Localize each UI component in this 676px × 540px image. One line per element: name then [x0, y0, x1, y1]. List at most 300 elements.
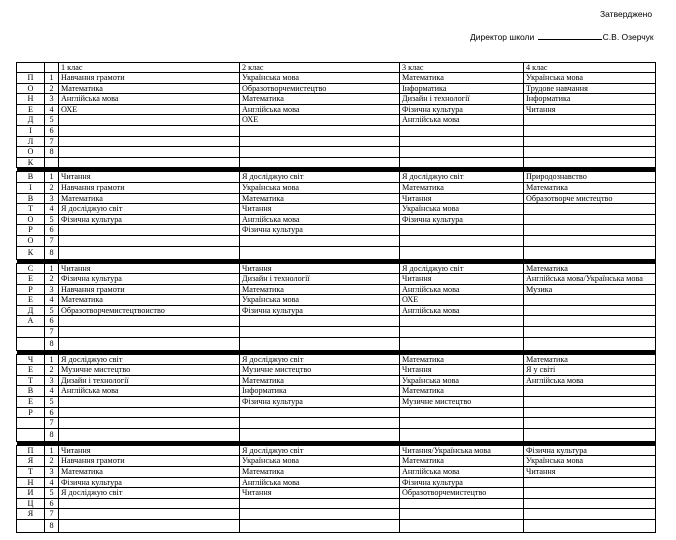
lesson-cell: Дизайн і технології	[240, 274, 400, 285]
lesson-cell: Читання	[59, 445, 240, 456]
lesson-cell	[524, 157, 656, 168]
lesson-row	[17, 445, 656, 456]
lesson-cell: Інформатика	[524, 94, 656, 105]
lesson-cell: Читання	[400, 365, 524, 376]
day-letter: Е	[17, 274, 45, 285]
lesson-cell: Математика	[524, 182, 656, 193]
lesson-cell	[524, 477, 656, 488]
lesson-row	[17, 365, 656, 376]
lesson-cell	[240, 428, 400, 441]
day-letter: Ч	[17, 354, 45, 365]
lesson-cell	[400, 316, 524, 327]
lesson-cell	[400, 428, 524, 441]
lesson-cell: Образотворчемистецтво	[400, 488, 524, 499]
day-letter: Т	[17, 467, 45, 478]
column-header: 3 клас	[400, 63, 524, 73]
lesson-cell: Навчання грамоти	[59, 284, 240, 295]
director-signature-line	[470, 31, 654, 42]
lesson-cell	[400, 136, 524, 147]
lesson-cell: Фізична культура	[240, 225, 400, 236]
lesson-cell	[59, 327, 240, 338]
lesson-cell: Я досліджую світ	[59, 488, 240, 499]
lesson-number: 2	[45, 274, 59, 285]
day-letter: Р	[17, 284, 45, 295]
lesson-row	[17, 125, 656, 136]
lesson-row	[17, 337, 656, 350]
lesson-cell: Читання	[400, 193, 524, 204]
lesson-cell: Образотворче мистецтво	[524, 193, 656, 204]
lesson-cell	[524, 509, 656, 520]
lesson-cell	[59, 428, 240, 441]
lesson-cell: Англійська мова	[400, 284, 524, 295]
lesson-cell	[400, 509, 524, 520]
lesson-cell: Англійська мова	[59, 386, 240, 397]
lesson-cell	[59, 136, 240, 147]
lesson-row	[17, 509, 656, 520]
column-header: 1 клас	[59, 63, 240, 73]
lesson-cell: Дизайн і технології	[59, 375, 240, 386]
lesson-cell: Читання	[59, 172, 240, 183]
lesson-number: 4	[45, 386, 59, 397]
lesson-cell: Українська мова	[524, 73, 656, 84]
lesson-cell: Фізична культура	[59, 274, 240, 285]
lesson-cell: Англійська мова	[524, 375, 656, 386]
lesson-row	[17, 418, 656, 429]
lesson-cell: Я досліджую світ	[240, 445, 400, 456]
lesson-cell: Читання/Українська мова	[400, 445, 524, 456]
lesson-cell	[59, 337, 240, 350]
lesson-cell	[524, 337, 656, 350]
lesson-number: 1	[45, 263, 59, 274]
day-letter: Р	[17, 407, 45, 418]
lesson-cell: Трудове навчання	[524, 83, 656, 94]
lesson-cell	[59, 519, 240, 532]
day-letter: І	[17, 182, 45, 193]
day-letter	[17, 519, 45, 532]
lesson-cell	[59, 225, 240, 236]
day-letter: И	[17, 488, 45, 499]
lesson-number: 7	[45, 136, 59, 147]
lesson-number: 4	[45, 104, 59, 115]
lesson-cell: Навчання грамоти	[59, 182, 240, 193]
day-letter: Л	[17, 136, 45, 147]
day-letter	[17, 418, 45, 429]
lesson-cell: Математика	[240, 284, 400, 295]
lesson-cell: ОХЕ	[240, 115, 400, 126]
lesson-cell: Навчання грамоти	[59, 456, 240, 467]
lesson-cell	[240, 498, 400, 509]
lesson-cell: Фізична культура	[59, 477, 240, 488]
lesson-cell	[240, 407, 400, 418]
lesson-number: 5	[45, 488, 59, 499]
lesson-cell: Читання	[240, 488, 400, 499]
lesson-cell	[59, 407, 240, 418]
lesson-cell	[59, 115, 240, 126]
lesson-cell	[524, 519, 656, 532]
lesson-row	[17, 115, 656, 126]
day-letter: Р	[17, 225, 45, 236]
lesson-cell	[524, 235, 656, 246]
lesson-row	[17, 519, 656, 532]
day-letter: П	[17, 73, 45, 84]
day-letter: Ц	[17, 498, 45, 509]
day-letter: П	[17, 445, 45, 456]
lesson-cell: Інформатика	[240, 386, 400, 397]
lesson-cell: Математика	[400, 182, 524, 193]
lesson-row	[17, 316, 656, 327]
lesson-cell: Фізична культура	[240, 305, 400, 316]
lesson-number: 5	[45, 115, 59, 126]
lesson-cell: ОХЕ	[400, 295, 524, 306]
lesson-cell	[400, 157, 524, 168]
lesson-number: 3	[45, 284, 59, 295]
lesson-cell	[524, 295, 656, 306]
lesson-number: 2	[45, 182, 59, 193]
lesson-number: 7	[45, 235, 59, 246]
day-letter: Я	[17, 456, 45, 467]
lesson-cell: Англійська мова	[400, 115, 524, 126]
day-letter: Я	[17, 509, 45, 520]
lesson-row	[17, 428, 656, 441]
lesson-row	[17, 73, 656, 84]
lesson-cell: Математика	[524, 354, 656, 365]
lesson-cell: Я досліджую світ	[240, 354, 400, 365]
lesson-cell: Англійська мова	[400, 467, 524, 478]
lesson-cell	[240, 418, 400, 429]
lesson-number: 7	[45, 509, 59, 520]
lesson-cell: Українська мова	[240, 73, 400, 84]
lesson-cell	[524, 397, 656, 408]
lesson-cell: Я досліджую світ	[400, 263, 524, 274]
director-label: Директор школи	[470, 32, 535, 42]
lesson-cell: Читання	[240, 204, 400, 215]
lesson-cell: Образотворчемистецтво	[240, 83, 400, 94]
lesson-cell: Читання	[524, 104, 656, 115]
day-letter: О	[17, 83, 45, 94]
lesson-number: 1	[45, 172, 59, 183]
header-row	[17, 63, 656, 73]
lesson-cell: Читання	[400, 274, 524, 285]
director-name: С.В. Озерчук	[602, 32, 654, 42]
lesson-cell: Українська мова	[240, 456, 400, 467]
lesson-row	[17, 477, 656, 488]
lesson-cell	[59, 418, 240, 429]
day-letter: Е	[17, 104, 45, 115]
lesson-cell: Українська мова	[400, 204, 524, 215]
lesson-row	[17, 204, 656, 215]
lesson-cell: Інформатика	[400, 83, 524, 94]
lesson-number: 5	[45, 214, 59, 225]
lesson-cell: Англійська мова	[59, 94, 240, 105]
lesson-cell: Музика	[524, 284, 656, 295]
day-letter: В	[17, 172, 45, 183]
schedule-table	[16, 62, 656, 533]
lesson-cell: Англійська мова	[240, 104, 400, 115]
lesson-number: 3	[45, 193, 59, 204]
lesson-number: 2	[45, 83, 59, 94]
lesson-cell: Англійська мова	[240, 214, 400, 225]
lesson-row	[17, 375, 656, 386]
lesson-cell	[524, 407, 656, 418]
lesson-cell: Фізична культура	[240, 397, 400, 408]
lesson-cell: Математика	[400, 456, 524, 467]
lesson-cell: Математика	[240, 375, 400, 386]
day-letter: Н	[17, 94, 45, 105]
day-letter: Д	[17, 115, 45, 126]
lesson-row	[17, 172, 656, 183]
lesson-cell	[400, 519, 524, 532]
lesson-number: 8	[45, 147, 59, 158]
day-letter: Т	[17, 204, 45, 215]
lesson-row	[17, 305, 656, 316]
lesson-cell: Фізична культура	[59, 214, 240, 225]
lesson-cell: Українська мова	[240, 295, 400, 306]
lesson-row	[17, 147, 656, 158]
lesson-row	[17, 498, 656, 509]
lesson-cell: Математика	[240, 467, 400, 478]
lesson-row	[17, 157, 656, 168]
lesson-cell: Українська мова	[400, 375, 524, 386]
lesson-row	[17, 246, 656, 259]
lesson-cell: Образотворчемистецтвоиство	[59, 305, 240, 316]
lesson-cell	[240, 519, 400, 532]
lesson-row	[17, 407, 656, 418]
lesson-cell	[400, 147, 524, 158]
lesson-cell	[400, 225, 524, 236]
day-letter: Е	[17, 397, 45, 408]
lesson-row	[17, 397, 656, 408]
column-header: 4 клас	[524, 63, 656, 73]
lesson-row	[17, 182, 656, 193]
lesson-number: 8	[45, 428, 59, 441]
signature-underline	[538, 31, 602, 40]
lesson-cell	[524, 305, 656, 316]
lesson-cell: Я у світі	[524, 365, 656, 376]
lesson-row	[17, 354, 656, 365]
lesson-cell	[400, 337, 524, 350]
lesson-number: 6	[45, 498, 59, 509]
lesson-row	[17, 214, 656, 225]
lesson-cell	[524, 147, 656, 158]
lesson-number: 3	[45, 375, 59, 386]
lesson-cell	[240, 147, 400, 158]
lesson-cell	[524, 214, 656, 225]
day-letter: В	[17, 193, 45, 204]
lesson-cell	[240, 125, 400, 136]
lesson-number: 6	[45, 316, 59, 327]
lesson-cell: Музичне мистецтво	[400, 397, 524, 408]
lesson-number: 5	[45, 305, 59, 316]
lesson-cell	[524, 246, 656, 259]
lesson-cell: Математика	[400, 354, 524, 365]
lesson-cell: Фізична культура	[400, 104, 524, 115]
lesson-cell: Читання	[59, 263, 240, 274]
lesson-number: 8	[45, 337, 59, 350]
lesson-cell	[240, 246, 400, 259]
column-header: 2 клас	[240, 63, 400, 73]
lesson-cell	[240, 157, 400, 168]
lesson-cell: ОХЕ	[59, 104, 240, 115]
lesson-cell: Фізична культура	[400, 214, 524, 225]
lesson-row	[17, 104, 656, 115]
lesson-cell	[240, 136, 400, 147]
day-letter: О	[17, 147, 45, 158]
lesson-cell: Англійська мова	[400, 305, 524, 316]
lesson-cell	[240, 509, 400, 520]
day-letter	[17, 327, 45, 338]
lesson-cell: Музичне мистецтво	[240, 365, 400, 376]
lesson-cell: Я досліджую світ	[59, 354, 240, 365]
lesson-cell: Дизайн і технології	[400, 94, 524, 105]
lesson-row	[17, 456, 656, 467]
lesson-cell	[524, 125, 656, 136]
lesson-row	[17, 263, 656, 274]
lesson-number: 1	[45, 445, 59, 456]
lesson-cell: Математика	[400, 386, 524, 397]
lesson-row	[17, 386, 656, 397]
lesson-cell	[524, 428, 656, 441]
lesson-cell	[59, 498, 240, 509]
day-letter: С	[17, 263, 45, 274]
lesson-cell	[524, 327, 656, 338]
lesson-number: 7	[45, 327, 59, 338]
lesson-cell	[59, 147, 240, 158]
lesson-cell: Математика	[59, 193, 240, 204]
day-letter: В	[17, 386, 45, 397]
lesson-cell	[524, 225, 656, 236]
corner-cell	[45, 63, 59, 73]
lesson-cell	[524, 204, 656, 215]
lesson-cell	[400, 327, 524, 338]
lesson-row	[17, 193, 656, 204]
lesson-number: 8	[45, 519, 59, 532]
lesson-row	[17, 136, 656, 147]
lesson-cell	[524, 488, 656, 499]
lesson-cell	[524, 498, 656, 509]
lesson-cell	[59, 235, 240, 246]
lesson-number: 6	[45, 125, 59, 136]
lesson-row	[17, 284, 656, 295]
lesson-row	[17, 83, 656, 94]
day-letter: Е	[17, 365, 45, 376]
lesson-number: 3	[45, 467, 59, 478]
lesson-cell: Музичне мистецтво	[59, 365, 240, 376]
lesson-cell	[400, 235, 524, 246]
lesson-number: 8	[45, 246, 59, 259]
lesson-row	[17, 327, 656, 338]
schedule-body	[17, 63, 656, 533]
lesson-cell: Фізична культура	[524, 445, 656, 456]
lesson-cell	[59, 246, 240, 259]
lesson-cell	[400, 125, 524, 136]
day-letter: О	[17, 235, 45, 246]
day-letter: К	[17, 246, 45, 259]
day-letter: О	[17, 214, 45, 225]
lesson-number: 1	[45, 354, 59, 365]
lesson-cell	[240, 235, 400, 246]
corner-cell	[17, 63, 45, 73]
lesson-cell: Математика	[400, 73, 524, 84]
lesson-number: 2	[45, 456, 59, 467]
lesson-number: 4	[45, 204, 59, 215]
lesson-cell: Українська мова	[240, 182, 400, 193]
lesson-number: 1	[45, 73, 59, 84]
lesson-cell: Я досліджую світ	[240, 172, 400, 183]
day-letter: Т	[17, 375, 45, 386]
lesson-cell	[524, 386, 656, 397]
lesson-cell	[524, 316, 656, 327]
lesson-number: 3	[45, 94, 59, 105]
lesson-row	[17, 467, 656, 478]
lesson-cell: Математика	[59, 467, 240, 478]
lesson-row	[17, 94, 656, 105]
lesson-cell	[59, 157, 240, 168]
lesson-cell	[400, 498, 524, 509]
lesson-cell: Математика	[240, 193, 400, 204]
lesson-number	[45, 157, 59, 168]
day-letter: К	[17, 157, 45, 168]
lesson-cell: Українська мова	[524, 456, 656, 467]
lesson-cell: Фізична культура	[400, 477, 524, 488]
lesson-cell: Я досліджую світ	[59, 204, 240, 215]
lesson-cell	[524, 136, 656, 147]
day-letter: Е	[17, 295, 45, 306]
day-letter: А	[17, 316, 45, 327]
lesson-row	[17, 295, 656, 306]
lesson-number: 2	[45, 365, 59, 376]
lesson-number: 6	[45, 407, 59, 418]
lesson-cell	[59, 397, 240, 408]
lesson-cell	[59, 125, 240, 136]
lesson-number: 5	[45, 397, 59, 408]
lesson-cell: Читання	[524, 467, 656, 478]
lesson-cell: Математика	[59, 295, 240, 306]
lesson-cell: Англійська мова/Українська мова	[524, 274, 656, 285]
lesson-cell	[524, 115, 656, 126]
lesson-cell: Навчання грамоти	[59, 73, 240, 84]
day-letter: І	[17, 125, 45, 136]
lesson-number: 7	[45, 418, 59, 429]
day-letter: Н	[17, 477, 45, 488]
lesson-row	[17, 488, 656, 499]
lesson-number: 4	[45, 477, 59, 488]
lesson-cell: Математика	[59, 83, 240, 94]
lesson-cell	[59, 316, 240, 327]
lesson-row	[17, 235, 656, 246]
day-letter	[17, 337, 45, 350]
approved-label: Затверджено	[600, 9, 653, 19]
lesson-cell: Англійська мова	[240, 477, 400, 488]
lesson-cell: Читання	[240, 263, 400, 274]
lesson-row	[17, 274, 656, 285]
lesson-number: 4	[45, 295, 59, 306]
lesson-row	[17, 225, 656, 236]
day-letter: Д	[17, 305, 45, 316]
day-letter	[17, 428, 45, 441]
lesson-cell	[400, 246, 524, 259]
lesson-cell	[240, 316, 400, 327]
lesson-cell	[400, 407, 524, 418]
lesson-cell	[59, 509, 240, 520]
lesson-cell: Я досліджую світ	[400, 172, 524, 183]
lesson-cell: Математика	[524, 263, 656, 274]
lesson-cell	[240, 337, 400, 350]
lesson-cell	[400, 418, 524, 429]
lesson-cell: Математика	[240, 94, 400, 105]
lesson-cell	[240, 327, 400, 338]
lesson-cell: Природознавство	[524, 172, 656, 183]
lesson-number: 6	[45, 225, 59, 236]
